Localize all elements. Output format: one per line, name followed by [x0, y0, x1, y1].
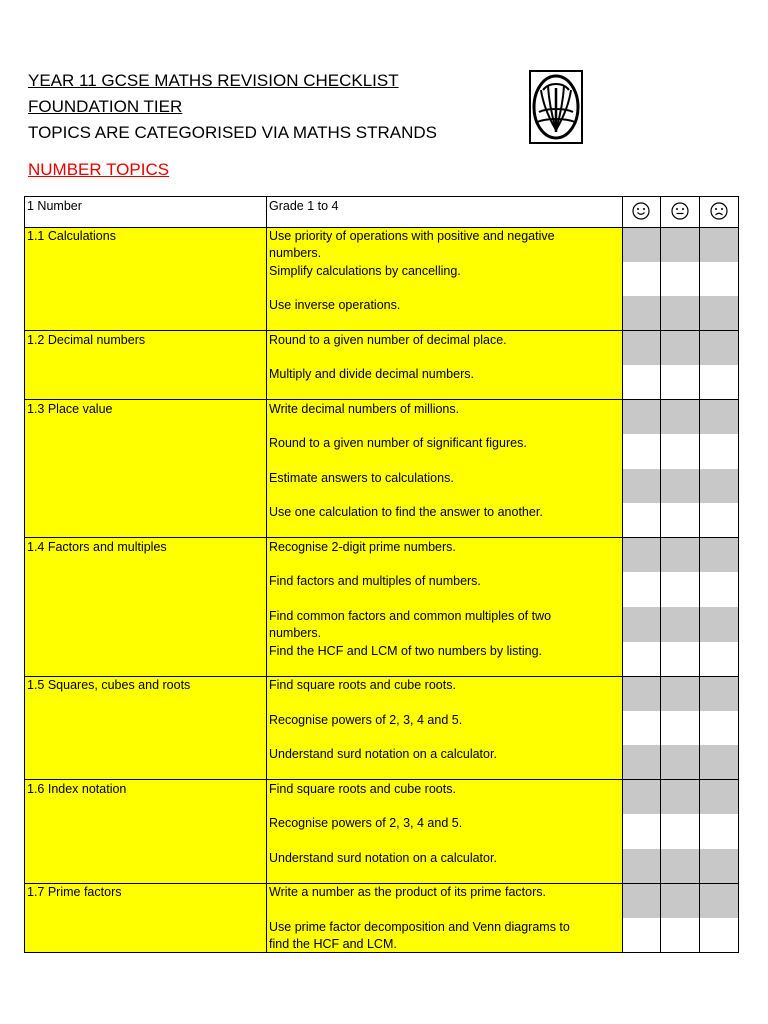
objective-text: Find square roots and cube roots.: [269, 781, 456, 796]
objective-text: Round to a given number of significant figures.: [269, 436, 527, 451]
rating-checkbox-cell[interactable]: [699, 642, 738, 677]
objective-text: Use priority of operations with positive and negative: [269, 229, 555, 243]
table-rule: [24, 196, 25, 953]
rating-checkbox-cell[interactable]: [622, 469, 660, 504]
table-rule: [24, 952, 738, 953]
rating-checkbox-cell[interactable]: [622, 780, 660, 815]
topic-name: 1.5 Squares, cubes and roots: [27, 678, 191, 693]
smiley-neutral-icon: [670, 201, 690, 221]
table-rule: [660, 196, 661, 953]
rating-checkbox-cell[interactable]: [660, 503, 699, 538]
rating-checkbox-cell[interactable]: [660, 331, 699, 366]
table-rule: [24, 779, 738, 780]
objective-text: numbers.: [269, 246, 322, 261]
rating-checkbox-cell[interactable]: [660, 434, 699, 469]
rating-checkbox-cell[interactable]: [699, 711, 738, 746]
rating-checkbox-cell[interactable]: [660, 365, 699, 400]
objective-text: Find square roots and cube roots.: [269, 678, 456, 693]
rating-checkbox-cell[interactable]: [622, 849, 660, 884]
objective-text: Use prime factor decomposition and Venn diagrams to: [269, 919, 570, 934]
rating-checkbox-cell[interactable]: [699, 227, 738, 262]
objective-text: Find common factors and common multiples of two: [269, 609, 552, 624]
rating-checkbox-cell[interactable]: [660, 642, 699, 677]
rating-checkbox-cell[interactable]: [660, 780, 699, 815]
smiley-happy-icon: [631, 201, 651, 221]
objective-text: Write a number as the product of its prime factors.: [269, 885, 546, 900]
column-header-grade: Grade 1 to 4: [269, 199, 339, 213]
table-rule: [24, 330, 738, 331]
rating-checkbox-cell[interactable]: [660, 883, 699, 918]
rating-checkbox-cell[interactable]: [699, 400, 738, 435]
school-crest-icon: [529, 70, 583, 144]
table-rule: [24, 883, 738, 884]
objective-text: Find the HCF and LCM of two numbers by listing.: [269, 643, 543, 658]
section-title: NUMBER TOPICS: [28, 160, 170, 179]
title-line-3: TOPICS ARE CATEGORISED VIA MATHS STRANDS: [28, 123, 438, 142]
objective-text: Recognise 2-digit prime numbers.: [269, 539, 456, 554]
table-rule: [266, 196, 267, 953]
rating-checkbox-cell[interactable]: [660, 262, 699, 297]
objective-text: Round to a given number of decimal place.: [269, 332, 507, 347]
rating-checkbox-cell[interactable]: [622, 814, 660, 849]
objective-text: Recognise powers of 2, 3, 4 and 5.: [269, 816, 463, 831]
objective-text: Write decimal numbers of millions.: [269, 401, 460, 416]
rating-checkbox-cell[interactable]: [699, 814, 738, 849]
topic-name: 1.7 Prime factors: [27, 885, 122, 900]
rating-checkbox-cell[interactable]: [622, 711, 660, 746]
table-rule: [24, 399, 738, 400]
rating-checkbox-cell[interactable]: [660, 469, 699, 504]
title-line-1: YEAR 11 GCSE MATHS REVISION CHECKLIST: [28, 71, 399, 90]
objective-text: Simplify calculations by cancelling.: [269, 263, 461, 278]
table-rule: [738, 196, 739, 953]
rating-checkbox-cell[interactable]: [622, 503, 660, 538]
objective-text: Understand surd notation on a calculator.: [269, 850, 497, 865]
column-header-topic: 1 Number: [27, 199, 82, 213]
rating-checkbox-cell[interactable]: [699, 780, 738, 815]
rating-checkbox-cell[interactable]: [622, 262, 660, 297]
rating-checkbox-cell[interactable]: [699, 296, 738, 331]
rating-checkbox-cell[interactable]: [622, 365, 660, 400]
rating-checkbox-cell[interactable]: [622, 227, 660, 262]
rating-checkbox-cell[interactable]: [699, 434, 738, 469]
rating-checkbox-cell[interactable]: [699, 365, 738, 400]
objective-text: Recognise powers of 2, 3, 4 and 5.: [269, 712, 463, 727]
rating-checkbox-cell[interactable]: [699, 469, 738, 504]
objective-text: Use one calculation to find the answer to another.: [269, 505, 543, 520]
topic-name: 1.1 Calculations: [27, 229, 116, 243]
rating-checkbox-cell[interactable]: [699, 538, 738, 573]
rating-checkbox-cell[interactable]: [660, 745, 699, 780]
smiley-sad-icon: [709, 201, 729, 221]
rating-checkbox-cell[interactable]: [622, 434, 660, 469]
table-rule: [699, 196, 700, 953]
table-rule: [24, 676, 738, 677]
rating-checkbox-cell[interactable]: [699, 918, 738, 953]
rating-checkbox-cell[interactable]: [622, 296, 660, 331]
rating-checkbox-cell[interactable]: [699, 331, 738, 366]
rating-checkbox-cell[interactable]: [622, 642, 660, 677]
rating-checkbox-cell[interactable]: [660, 400, 699, 435]
topic-name: 1.4 Factors and multiples: [27, 539, 167, 554]
rating-checkbox-cell[interactable]: [660, 296, 699, 331]
objective-text: Understand surd notation on a calculator.: [269, 747, 497, 762]
objective-text: find the HCF and LCM.: [269, 937, 397, 952]
rating-checkbox-cell[interactable]: [660, 814, 699, 849]
topic-name-cell: [24, 538, 266, 676]
rating-checkbox-cell[interactable]: [622, 573, 660, 608]
rating-checkbox-cell[interactable]: [622, 607, 660, 642]
rating-checkbox-cell[interactable]: [622, 676, 660, 711]
document-title: [28, 68, 437, 146]
topic-name: 1.3 Place value: [27, 401, 113, 416]
rating-checkbox-cell[interactable]: [699, 849, 738, 884]
topic-name-cell: [24, 400, 266, 538]
rating-checkbox-cell[interactable]: [660, 607, 699, 642]
rating-checkbox-cell[interactable]: [699, 883, 738, 918]
rating-checkbox-cell[interactable]: [699, 503, 738, 538]
rating-checkbox-cell[interactable]: [660, 849, 699, 884]
rating-checkbox-cell[interactable]: [699, 262, 738, 297]
table-rule: [24, 537, 738, 538]
rating-checkbox-cell[interactable]: [660, 676, 699, 711]
rating-checkbox-cell[interactable]: [622, 538, 660, 573]
objective-text: Use inverse operations.: [269, 298, 401, 313]
rating-checkbox-cell[interactable]: [622, 918, 660, 953]
objective-text: numbers.: [269, 626, 322, 641]
rating-checkbox-cell[interactable]: [660, 227, 699, 262]
rating-checkbox-cell[interactable]: [699, 607, 738, 642]
rating-checkbox-cell[interactable]: [622, 883, 660, 918]
revision-checklist-table: [24, 196, 738, 951]
rating-checkbox-cell[interactable]: [660, 573, 699, 608]
table-rule: [24, 196, 738, 197]
rating-checkbox-cell[interactable]: [660, 711, 699, 746]
objective-text: Estimate answers to calculations.: [269, 470, 454, 485]
table-rule: [622, 196, 623, 953]
rating-checkbox-cell[interactable]: [660, 918, 699, 953]
rating-checkbox-cell[interactable]: [622, 331, 660, 366]
topic-name: 1.6 Index notation: [27, 781, 127, 796]
rating-checkbox-cell[interactable]: [699, 676, 738, 711]
objective-text: Multiply and divide decimal numbers.: [269, 367, 474, 382]
rating-checkbox-cell[interactable]: [699, 745, 738, 780]
rating-checkbox-cell[interactable]: [660, 538, 699, 573]
rating-checkbox-cell[interactable]: [699, 573, 738, 608]
rating-checkbox-cell[interactable]: [622, 745, 660, 780]
objective-text: Find factors and multiples of numbers.: [269, 574, 481, 589]
title-line-2: FOUNDATION TIER: [28, 97, 183, 116]
rating-checkbox-cell[interactable]: [622, 400, 660, 435]
topic-name: 1.2 Decimal numbers: [27, 332, 146, 347]
table-rule: [24, 227, 738, 228]
